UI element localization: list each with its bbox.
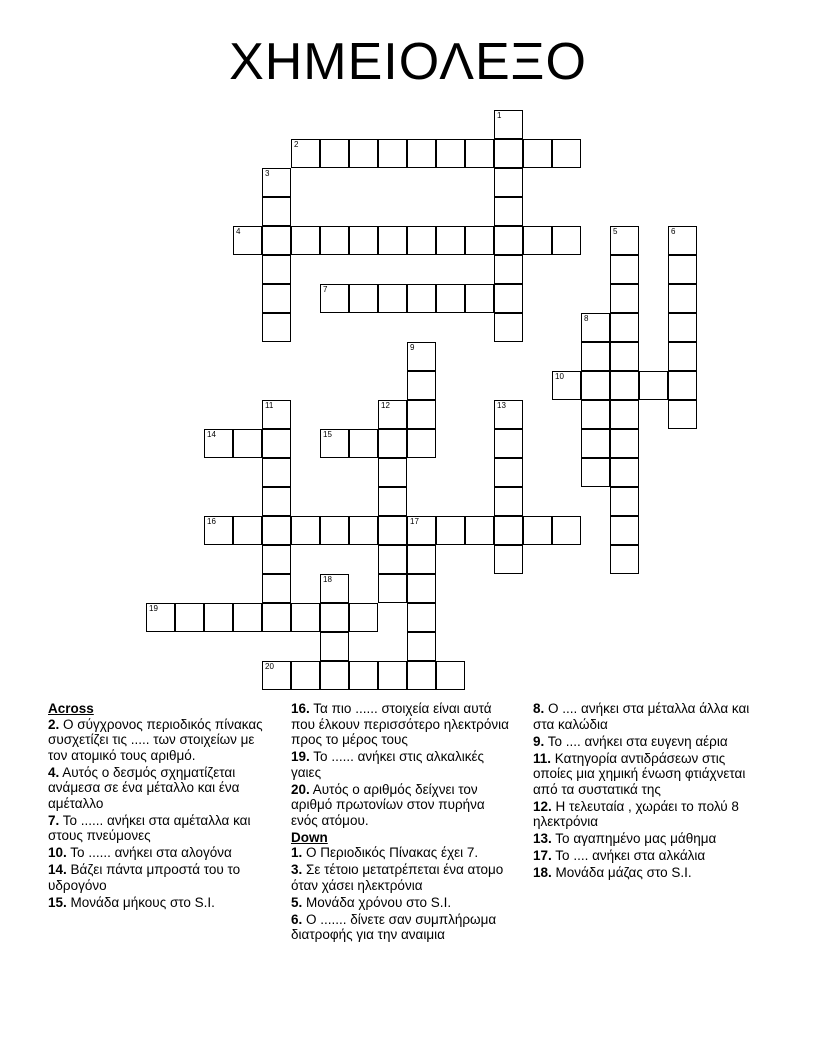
clue-item bbox=[48, 862, 270, 893]
grid-cell-8[interactable] bbox=[581, 313, 610, 342]
grid-cell[interactable] bbox=[262, 226, 291, 255]
grid-cell[interactable] bbox=[465, 284, 494, 313]
grid-cell[interactable] bbox=[494, 545, 523, 574]
clues-column-2 bbox=[291, 701, 513, 944]
clue-number: 5. bbox=[291, 894, 303, 910]
clue-item bbox=[291, 782, 513, 829]
down-clue-list bbox=[291, 845, 513, 943]
grid-cell[interactable] bbox=[320, 632, 349, 661]
grid-cell[interactable] bbox=[378, 574, 407, 603]
clue-item bbox=[48, 765, 270, 812]
grid-cell[interactable] bbox=[610, 545, 639, 574]
grid-cell-16[interactable] bbox=[204, 516, 233, 545]
clue-text: Το ...... ανήκει στα αμέταλλα και στους πνεύμονες bbox=[48, 812, 251, 843]
clue-item bbox=[533, 831, 755, 847]
grid-cell[interactable] bbox=[233, 516, 262, 545]
clue-number: 10 bbox=[555, 372, 564, 381]
clue-number: 3 bbox=[265, 169, 270, 178]
clue-number: 14 bbox=[207, 430, 216, 439]
grid-cell[interactable] bbox=[610, 516, 639, 545]
clue-number: 15 bbox=[323, 430, 332, 439]
grid-cell[interactable] bbox=[349, 284, 378, 313]
clue-number: 9 bbox=[410, 343, 415, 352]
clue-text: Μονάδα μάζας στο S.I. bbox=[555, 865, 692, 880]
grid-cell[interactable] bbox=[291, 603, 320, 632]
grid-cell[interactable] bbox=[349, 429, 378, 458]
grid-cell[interactable] bbox=[494, 487, 523, 516]
clue-number: 6 bbox=[671, 227, 676, 236]
grid-cell[interactable] bbox=[668, 371, 697, 400]
grid-cell[interactable] bbox=[436, 226, 465, 255]
clue-item bbox=[533, 848, 755, 864]
grid-cell[interactable] bbox=[523, 516, 552, 545]
grid-cell[interactable] bbox=[262, 284, 291, 313]
grid-cell[interactable] bbox=[494, 226, 523, 255]
grid-cell[interactable] bbox=[581, 342, 610, 371]
grid-cell[interactable] bbox=[262, 487, 291, 516]
grid-cell[interactable] bbox=[378, 139, 407, 168]
grid-cell[interactable] bbox=[668, 342, 697, 371]
grid-cell[interactable] bbox=[552, 226, 581, 255]
grid-cell[interactable] bbox=[349, 603, 378, 632]
clue-number: 18 bbox=[323, 575, 332, 584]
grid-cell[interactable] bbox=[436, 661, 465, 690]
grid-cell[interactable] bbox=[320, 661, 349, 690]
grid-cell[interactable] bbox=[610, 458, 639, 487]
grid-cell[interactable] bbox=[349, 139, 378, 168]
clue-number: 14. bbox=[48, 862, 67, 877]
grid-cell[interactable] bbox=[262, 574, 291, 603]
grid-cell-5[interactable] bbox=[610, 226, 639, 255]
grid-cell[interactable] bbox=[494, 284, 523, 313]
grid-cell[interactable] bbox=[465, 516, 494, 545]
clue-number: 16 bbox=[207, 517, 216, 526]
grid-cell-2[interactable] bbox=[291, 139, 320, 168]
clue-text: Τα πιο ...... στοιχεία είναι αυτά που έλκουν περισσότερο ηλεκτρόνια προς το μέρος τους bbox=[291, 701, 509, 747]
grid-cell-15[interactable] bbox=[320, 429, 349, 458]
grid-cell[interactable] bbox=[407, 226, 436, 255]
grid-cell[interactable] bbox=[204, 603, 233, 632]
down-clue-list-continued bbox=[533, 701, 755, 881]
grid-cell[interactable] bbox=[668, 255, 697, 284]
grid-cell[interactable] bbox=[407, 429, 436, 458]
clue-text: Αυτός ο δεσμός σχηματίζεται ανάμεσα σε ένα μέταλλο και ένα αμέταλλο bbox=[48, 764, 240, 811]
clue-number: 13. bbox=[533, 831, 552, 846]
clue-text: Αυτός ο αριθμός δείχνει τον αριθμό πρωτονίων στον πυρήνα ενός ατόμου. bbox=[291, 781, 485, 828]
clue-item bbox=[291, 912, 513, 943]
clue-number: 12 bbox=[381, 401, 390, 410]
grid-cell-14[interactable] bbox=[204, 429, 233, 458]
grid-cell-18[interactable] bbox=[320, 574, 349, 603]
grid-cell[interactable] bbox=[523, 139, 552, 168]
clue-text: Ο .... ανήκει στα μέταλλα άλλα και στα καλώδια bbox=[533, 701, 750, 732]
clue-text: Το ...... ανήκει στις αλκαλικές γαιες bbox=[291, 749, 485, 780]
grid-cell[interactable] bbox=[494, 458, 523, 487]
grid-cell[interactable] bbox=[465, 226, 494, 255]
clue-number: 1. bbox=[291, 845, 303, 860]
grid-cell[interactable] bbox=[639, 371, 668, 400]
clue-text: Μονάδα μήκους στο S.I. bbox=[70, 894, 215, 910]
clue-number: 17 bbox=[410, 517, 419, 526]
clue-number: 18. bbox=[533, 865, 552, 880]
clue-number: 3. bbox=[291, 862, 303, 877]
grid-cell[interactable] bbox=[494, 139, 523, 168]
grid-cell[interactable] bbox=[494, 429, 523, 458]
grid-cell[interactable] bbox=[262, 545, 291, 574]
grid-cell[interactable] bbox=[320, 603, 349, 632]
grid-cell[interactable] bbox=[378, 487, 407, 516]
clue-text: Σε τέτοιο μετατρέπεται ένα ατομο όταν χάσει ηλεκτρόνια bbox=[291, 862, 504, 893]
grid-cell[interactable] bbox=[494, 168, 523, 197]
clue-number: 20 bbox=[265, 662, 274, 671]
grid-cell[interactable] bbox=[436, 139, 465, 168]
grid-cell[interactable] bbox=[407, 545, 436, 574]
grid-cell[interactable] bbox=[233, 429, 262, 458]
grid-cell[interactable] bbox=[262, 429, 291, 458]
grid-cell-13[interactable] bbox=[494, 400, 523, 429]
grid-cell[interactable] bbox=[378, 545, 407, 574]
grid-cell[interactable] bbox=[494, 313, 523, 342]
grid-cell[interactable] bbox=[262, 313, 291, 342]
grid-cell[interactable] bbox=[378, 429, 407, 458]
grid-cell[interactable] bbox=[175, 603, 204, 632]
clue-number: 19 bbox=[149, 604, 158, 613]
grid-cell[interactable] bbox=[436, 516, 465, 545]
grid-cell[interactable] bbox=[262, 197, 291, 226]
down-header: Down bbox=[291, 829, 328, 845]
grid-cell[interactable] bbox=[552, 516, 581, 545]
grid-cell[interactable] bbox=[262, 458, 291, 487]
grid-cell-11[interactable] bbox=[262, 400, 291, 429]
clue-text: Το .... ανήκει στα αλκάλια bbox=[555, 848, 706, 863]
grid-cell[interactable] bbox=[349, 661, 378, 690]
grid-cell[interactable] bbox=[610, 429, 639, 458]
grid-cell[interactable] bbox=[581, 458, 610, 487]
clue-item bbox=[291, 862, 513, 893]
grid-cell[interactable] bbox=[378, 284, 407, 313]
clue-item bbox=[533, 751, 755, 798]
grid-cell[interactable] bbox=[610, 284, 639, 313]
clue-number: 5 bbox=[613, 227, 618, 236]
grid-cell[interactable] bbox=[349, 226, 378, 255]
grid-cell-6[interactable] bbox=[668, 226, 697, 255]
clue-number: 11. bbox=[533, 750, 552, 766]
grid-cell[interactable] bbox=[349, 516, 378, 545]
clue-text: Κατηγορία αντιδράσεων στις οποίες μια χημική ένωση φτιάχνεται από τα συστατικά της bbox=[533, 750, 746, 797]
clues-column-3 bbox=[533, 701, 755, 882]
clue-number: 20. bbox=[291, 781, 310, 797]
grid-cell[interactable] bbox=[610, 313, 639, 342]
grid-cell[interactable] bbox=[262, 255, 291, 284]
grid-cell[interactable] bbox=[581, 371, 610, 400]
clue-number: 8. bbox=[533, 701, 545, 716]
grid-cell[interactable] bbox=[407, 661, 436, 690]
clue-text: Ο Περιοδικός Πίνακας έχει 7. bbox=[306, 845, 479, 860]
grid-cell-1[interactable] bbox=[494, 110, 523, 139]
grid-cell[interactable] bbox=[552, 139, 581, 168]
grid-cell[interactable] bbox=[581, 429, 610, 458]
grid-cell-17[interactable] bbox=[407, 516, 436, 545]
grid-cell[interactable] bbox=[407, 284, 436, 313]
grid-cell[interactable] bbox=[291, 516, 320, 545]
grid-cell[interactable] bbox=[262, 516, 291, 545]
clue-item bbox=[291, 701, 513, 748]
grid-cell[interactable] bbox=[610, 487, 639, 516]
clue-item bbox=[533, 865, 755, 881]
clue-number: 13 bbox=[497, 401, 506, 410]
across-clue-list bbox=[48, 717, 270, 911]
clue-number: 4 bbox=[236, 227, 241, 236]
grid-cell[interactable] bbox=[407, 371, 436, 400]
clue-text: Το αγαπημένο μας μάθημα bbox=[555, 831, 717, 846]
clue-number: 16. bbox=[291, 701, 310, 716]
grid-cell[interactable] bbox=[262, 603, 291, 632]
clue-number: 9. bbox=[533, 733, 545, 749]
grid-cell[interactable] bbox=[233, 603, 262, 632]
grid-cell[interactable] bbox=[378, 226, 407, 255]
clue-text: Ο σύγχρονος περιοδικός πίνακας συσχετίζει τις ..... των στοιχείων με τον ατομικό τους αριθμό. bbox=[48, 716, 263, 763]
grid-cell[interactable] bbox=[668, 313, 697, 342]
clue-item bbox=[533, 701, 755, 732]
grid-cell[interactable] bbox=[610, 255, 639, 284]
clue-item bbox=[533, 799, 755, 830]
clue-text: Βάζει πάντα μπροστά του το υδρογόνο bbox=[48, 862, 241, 893]
grid-cell-3[interactable] bbox=[262, 168, 291, 197]
grid-cell[interactable] bbox=[668, 284, 697, 313]
grid-cell[interactable] bbox=[581, 400, 610, 429]
clue-item bbox=[533, 734, 755, 750]
grid-cell[interactable] bbox=[465, 139, 494, 168]
clue-item bbox=[48, 845, 270, 861]
grid-cell[interactable] bbox=[320, 516, 349, 545]
grid-cell-9[interactable] bbox=[407, 342, 436, 371]
grid-cell-20[interactable] bbox=[262, 661, 291, 690]
clue-text: Η τελευταία , χωράει το πολύ 8 ηλεκτρόνια bbox=[533, 798, 739, 829]
clue-item bbox=[48, 813, 270, 844]
across-clue-list-continued bbox=[291, 701, 513, 828]
grid-cell[interactable] bbox=[494, 516, 523, 545]
clue-number: 19. bbox=[291, 749, 310, 764]
grid-cell-7[interactable] bbox=[320, 284, 349, 313]
grid-cell[interactable] bbox=[494, 197, 523, 226]
grid-cell[interactable] bbox=[407, 139, 436, 168]
clue-item bbox=[48, 895, 270, 911]
clue-number: 11 bbox=[265, 401, 274, 410]
grid-cell[interactable] bbox=[407, 574, 436, 603]
grid-cell[interactable] bbox=[494, 255, 523, 284]
grid-cell[interactable] bbox=[407, 603, 436, 632]
clue-number: 2 bbox=[294, 140, 299, 149]
grid-cell[interactable] bbox=[320, 139, 349, 168]
clue-number: 10. bbox=[48, 845, 67, 860]
clue-number: 4. bbox=[48, 764, 60, 780]
grid-cell-12[interactable] bbox=[378, 400, 407, 429]
grid-cell[interactable] bbox=[291, 661, 320, 690]
clue-item bbox=[291, 845, 513, 861]
clue-text: Ο ....... δίνετε σαν συμπλήρωμα διατροφής για την αναιμια bbox=[291, 911, 497, 942]
clues-column-1 bbox=[48, 701, 270, 912]
grid-cell[interactable] bbox=[610, 400, 639, 429]
grid-cell[interactable] bbox=[378, 661, 407, 690]
grid-cell[interactable] bbox=[378, 458, 407, 487]
across-header: Across bbox=[48, 701, 94, 716]
clue-number: 7 bbox=[323, 285, 328, 294]
clue-text: Το .... ανήκει στα ευγενη αέρια bbox=[547, 733, 728, 749]
clue-item bbox=[291, 749, 513, 780]
grid-cell[interactable] bbox=[523, 226, 552, 255]
clue-text: Το ...... ανήκει στα αλογόνα bbox=[70, 845, 232, 860]
grid-cell-19[interactable] bbox=[146, 603, 175, 632]
grid-cell[interactable] bbox=[610, 371, 639, 400]
clue-number: 6. bbox=[291, 911, 303, 927]
clue-number: 7. bbox=[48, 812, 60, 828]
clue-number: 1 bbox=[497, 111, 502, 120]
clue-number: 15. bbox=[48, 894, 67, 910]
clue-number: 12. bbox=[533, 798, 552, 814]
clue-number: 17. bbox=[533, 848, 552, 863]
clue-item bbox=[291, 895, 513, 911]
grid-cell-4[interactable] bbox=[233, 226, 262, 255]
grid-cell[interactable] bbox=[407, 400, 436, 429]
grid-cell-10[interactable] bbox=[552, 371, 581, 400]
clue-number: 8 bbox=[584, 314, 589, 323]
grid-cell[interactable] bbox=[610, 342, 639, 371]
clue-text: Μονάδα χρόνου στο S.I. bbox=[306, 894, 452, 910]
grid-cell[interactable] bbox=[436, 284, 465, 313]
page-title: ΧΗΜΕΙΟΛΕΞΟ bbox=[229, 33, 587, 91]
grid-cell[interactable] bbox=[407, 632, 436, 661]
grid-cell[interactable] bbox=[378, 516, 407, 545]
clue-item bbox=[48, 717, 270, 764]
grid-cell[interactable] bbox=[668, 400, 697, 429]
grid-cell[interactable] bbox=[291, 226, 320, 255]
clue-number: 2. bbox=[48, 716, 60, 732]
grid-cell[interactable] bbox=[320, 226, 349, 255]
